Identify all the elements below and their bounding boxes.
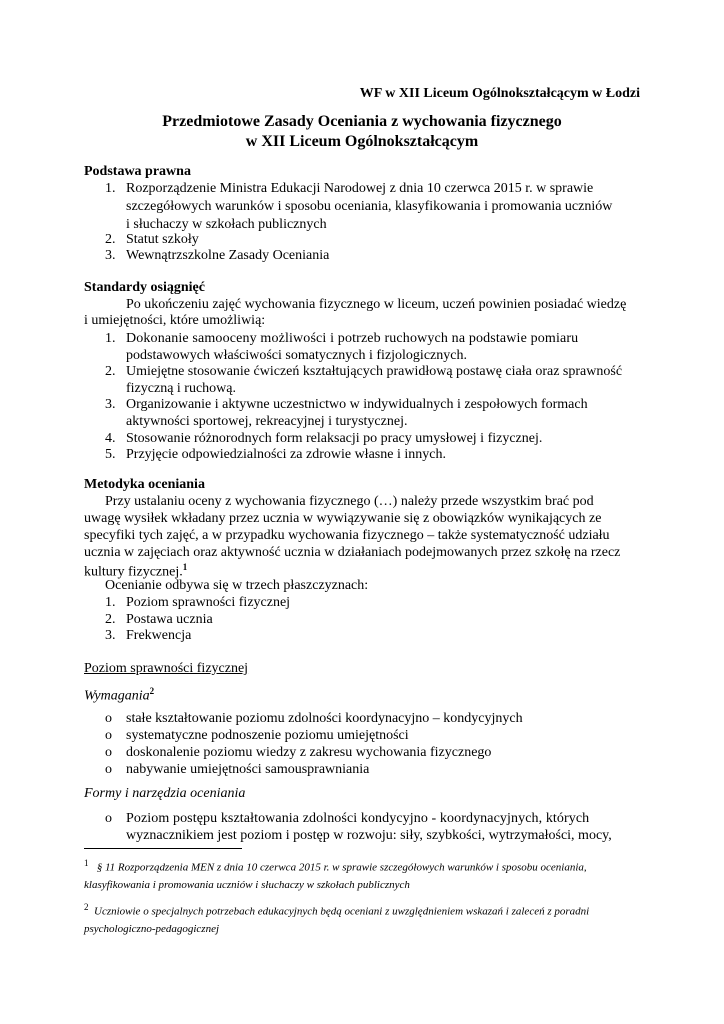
footnote-1 xyxy=(84,855,640,894)
standards-item-5: Przyjęcie odpowiedzialności za zdrowie własne i innych. xyxy=(126,447,446,462)
list-number: 1. xyxy=(105,181,116,196)
list-number: 4. xyxy=(105,431,116,446)
document-title xyxy=(84,112,640,152)
planes-intro: Ocenianie odbywa się w trzech płaszczyznach: xyxy=(105,578,369,593)
list-item-3: Wewnątrzszkolne Zasady Oceniania xyxy=(126,248,330,263)
list-number: 3. xyxy=(105,397,116,412)
footnote-1-text: § 11 Rozporządzenia MEN z dnia 10 czerwca 2015 r. w sprawie szczegółowych warunków i sposobu oceniania, xyxy=(96,861,587,874)
standards-item-3-line-2: aktywności sportowej, rekreacyjnej i turystycznej. xyxy=(126,414,408,429)
list-number: 3. xyxy=(105,248,116,263)
standards-item-1-line-1: Dokonanie samooceny możliwości i potrzeb ruchowych na podstawie pomiaru xyxy=(126,331,579,346)
list-number: 1. xyxy=(105,595,116,610)
page-header: WF w XII Liceum Ogólnokształcącym w Łodzi xyxy=(359,86,640,101)
plane-item-2: Postawa ucznia xyxy=(126,612,213,627)
requirements-heading xyxy=(84,686,154,705)
section-heading-standards: Standardy osiągnięć xyxy=(84,280,205,295)
methodology-line-2: uwagę wysiłek wkładany przez ucznia w wywiązywanie się z obowiązków wynikających ze xyxy=(84,511,602,526)
forms-item-1-line-1: Poziom postępu kształtowania zdolności kondycyjno - koordynacyjnych, których xyxy=(126,811,590,826)
methodology-line-1: Przy ustalaniu oceny z wychowania fizycznego (…) należy przede wszystkim brać pod xyxy=(105,494,594,509)
list-item-1-line-3: i słuchaczy w szkołach publicznych xyxy=(126,217,327,232)
bullet-icon: o xyxy=(105,711,112,726)
footnote-2-line-2: psychologiczno-pedagogicznej xyxy=(84,922,220,935)
standards-item-4: Stosowanie różnorodnych form relaksacji po pracy umysłowej i fizycznej. xyxy=(126,431,543,446)
list-number: 3. xyxy=(105,628,116,643)
methodology-line-3: specyfiki tych zajęć, a w przypadku wychowania fizycznego – także systematyczność udziału xyxy=(84,528,610,543)
intro-line-2: i umiejętności, które umożliwią: xyxy=(84,313,266,328)
section-heading-fitness: Poziom sprawności fizycznej xyxy=(84,661,249,676)
bullet-icon: o xyxy=(105,745,112,760)
list-number: 5. xyxy=(105,447,116,462)
section-heading-methodology: Metodyka oceniania xyxy=(84,477,205,492)
forms-heading: Formy i narzędzia oceniania xyxy=(84,786,246,801)
list-item-1-line-1 xyxy=(126,181,640,197)
requirement-item-1: stałe kształtowanie poziomu zdolności koordynacyjno – kondycyjnych xyxy=(126,711,523,726)
methodology-text: kultury fizycznej. xyxy=(84,564,183,580)
footnote-2 xyxy=(84,899,640,938)
requirement-item-3: doskonalenie poziomu wiedzy z zakresu wychowania fizycznego xyxy=(126,745,492,760)
requirements-label: Wymagania xyxy=(84,688,150,704)
footnote-1-line-1 xyxy=(84,855,640,877)
title-line-1: Przedmiotowe Zasady Oceniania z wychowania fizycznego xyxy=(162,113,562,130)
list-number: 2. xyxy=(105,232,116,247)
standards-item-2-line-1: Umiejętne stosowanie ćwiczeń kształtujących prawidłową postawę ciała oraz sprawność xyxy=(126,364,623,379)
list-item-2: Statut szkoły xyxy=(126,232,199,247)
standards-item-3-line-1: Organizowanie i aktywne uczestnictwo w indywidualnych i zespołowych formach xyxy=(126,397,588,412)
standards-item-1-line-2: podstawowych właściwości somatycznych i fizjologicznych. xyxy=(126,348,467,363)
forms-item-1-line-2: wyznacznikiem jest poziom i postęp w rozwoju: siły, szybkości, wytrzymałości, mocy, xyxy=(126,828,612,843)
footnote-separator xyxy=(84,848,242,849)
section-heading-legal-basis: Podstawa prawna xyxy=(84,164,191,179)
footnote-2-text: Uczniowie o specjalnych potrzebach edukacyjnych będą oceniani z uwzględnieniem wskazań i zaleceń z poradni xyxy=(94,905,590,918)
list-item-text: Rozporządzenie Ministra Edukacji Narodowej z dnia 10 czerwca 2015 r. w sprawie xyxy=(126,181,594,196)
requirement-item-4: nabywanie umiejętności samousprawniania xyxy=(126,762,370,777)
list-item-1-line-2: szczegółowych warunków i sposobu oceniania, klasyfikowania i promowania uczniów xyxy=(126,199,613,214)
list-number: 1. xyxy=(105,331,116,346)
list-number: 2. xyxy=(105,612,116,627)
methodology-line-4: ucznia w zajęciach oraz aktywność ucznia w działaniach podejmowanych przez szkołę na rzecz xyxy=(84,545,621,560)
footnote-ref-2[interactable]: 2 xyxy=(149,686,155,696)
list-number: 2. xyxy=(105,364,116,379)
bullet-icon: o xyxy=(105,811,112,826)
requirement-item-2: systematyczne podnoszenie poziomu umiejętności xyxy=(126,728,409,743)
footnote-2-line-1 xyxy=(84,899,640,921)
footnote-1-line-2: klasyfikowania i promowania uczniów i słuchaczy w szkołach publicznych xyxy=(84,878,410,891)
plane-item-3: Frekwencja xyxy=(126,628,192,643)
intro-line-1: Po ukończeniu zajęć wychowania fizycznego w liceum, uczeń powinien posiadać wiedzę xyxy=(126,297,627,312)
bullet-icon: o xyxy=(105,762,112,777)
footnote-1-number: 1 xyxy=(84,858,89,868)
standards-item-2-line-2: fizyczną i ruchową. xyxy=(126,381,236,396)
bullet-icon: o xyxy=(105,728,112,743)
footnote-ref-1[interactable]: 1 xyxy=(182,562,188,572)
title-line-2: w XII Liceum Ogólnokształcącym xyxy=(245,133,479,150)
plane-item-1: Poziom sprawności fizycznej xyxy=(126,595,291,610)
footnote-2-number: 2 xyxy=(84,902,89,912)
